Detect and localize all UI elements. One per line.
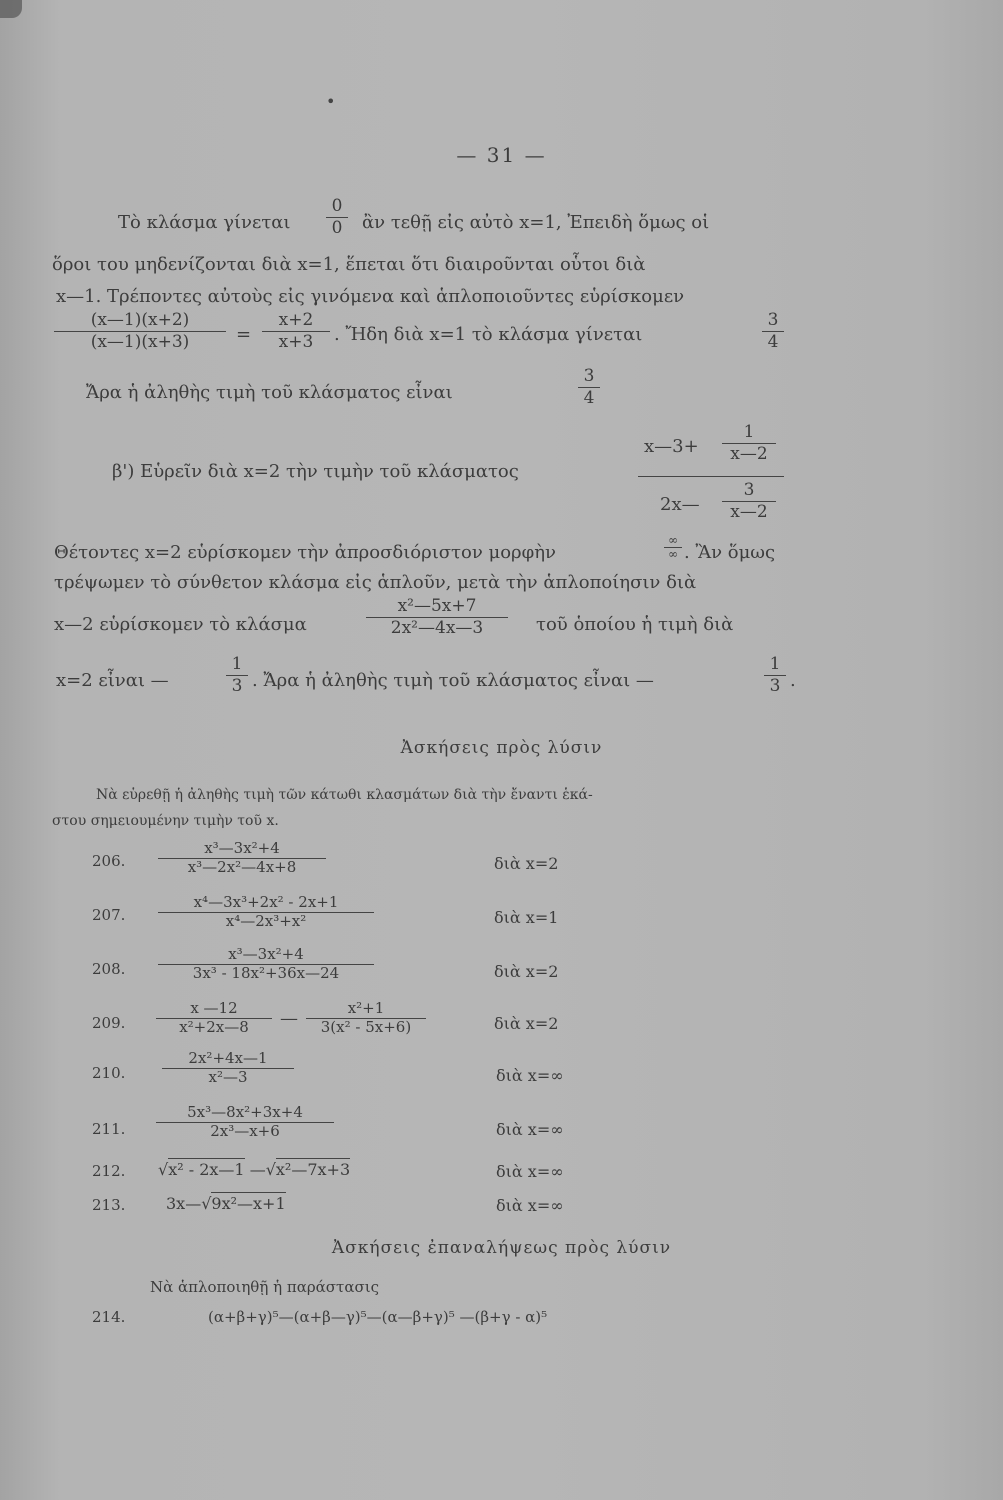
- line-5-text: Ἄρα ἡ ἀληθὴς τιμὴ τοῦ κλάσματος εἶναι: [86, 382, 453, 403]
- theta-line-continued: . Ἂν ὅμως: [684, 542, 776, 563]
- fraction-numerator: x —12: [190, 999, 238, 1017]
- fraction-denominator: x³—2x²—4x+8: [187, 858, 297, 876]
- intro-line-1: Τὸ κλάσμα γίνεται: [118, 212, 291, 233]
- sqrt-radicand: 9x²—x+1: [211, 1194, 286, 1213]
- fraction-numerator: 0: [331, 196, 343, 216]
- sqrt-sign: √: [201, 1194, 212, 1213]
- compound-bottom-fraction: [722, 480, 776, 522]
- page-corner-shadow: [0, 0, 22, 18]
- fraction-numerator: 3: [767, 310, 779, 330]
- fraction-denominator: 4: [767, 332, 779, 352]
- fraction-numerator: 1: [743, 422, 755, 442]
- exercise-211-fraction: [156, 1104, 334, 1140]
- fraction-simplified: [262, 310, 330, 352]
- fraction-denominator: 3: [769, 676, 781, 696]
- exercise-number: 214.: [92, 1308, 126, 1326]
- equals-sign: =: [236, 324, 252, 345]
- fraction-three-quarters: [762, 310, 784, 352]
- exercise-208-fraction: [158, 946, 374, 982]
- exercise-209-fraction-a: [156, 1000, 272, 1036]
- part-b-text: β') Εὑρεῖν διὰ x=2 τὴν τιμὴν τοῦ κλάσματος: [112, 461, 519, 482]
- fraction-denominator: x²—3: [208, 1068, 248, 1086]
- exercise-number: 213.: [92, 1196, 126, 1214]
- exercise-206-fraction: [158, 840, 326, 876]
- fraction-inf-over-inf: [664, 534, 682, 560]
- sqrt-radicand-b: x²—7x+3: [275, 1160, 351, 1179]
- exercise-208-value: διὰ x=2: [494, 962, 559, 981]
- fraction-denominator: 2x³—x+6: [210, 1122, 280, 1140]
- x2-line-continued: τοῦ ὁποίου ἡ τιμὴ διὰ: [536, 614, 734, 635]
- fraction-denominator: ∞: [668, 547, 678, 561]
- fraction-numerator: 3: [743, 480, 755, 500]
- exercise-number: 212.: [92, 1162, 126, 1180]
- fraction-numerator: x²+1: [347, 999, 385, 1017]
- fraction-denominator: x²+2x—8: [179, 1018, 249, 1036]
- exercise-211-value: διὰ x=∞: [496, 1120, 564, 1139]
- exercise-207-value: διὰ x=1: [494, 908, 559, 927]
- exercise-number: 207.: [92, 906, 126, 924]
- fraction-denominator: x—2: [730, 502, 768, 522]
- exercise-213-expression: [166, 1193, 286, 1215]
- exercises-instruction-1: Νὰ εὑρεθῇ ἡ ἀληθὴς τιμὴ τῶν κάτωθι κλασμάτων διὰ τὴν ἔναντι ἑκά-: [96, 787, 593, 803]
- fraction-zero-over-zero: [326, 196, 348, 238]
- fraction-numerator: x²—5x+7: [397, 596, 477, 616]
- fraction-numerator: x+2: [278, 310, 314, 330]
- fraction-numerator: x⁴—3x³+2x² - 2x+1: [193, 893, 339, 911]
- fraction-denominator: x+3: [278, 332, 314, 352]
- fraction-denominator: 0: [331, 218, 343, 238]
- exercise-209-value: διὰ x=2: [494, 1014, 559, 1033]
- review-heading: Ἀσκήσεις ἐπαναλήψεως πρὸς λύσιν: [331, 1238, 672, 1258]
- fraction-numerator: 1: [769, 654, 781, 674]
- exercise-210-fraction: [162, 1050, 294, 1086]
- compound-fraction: [636, 420, 786, 530]
- compound-top-left: x—3+: [644, 436, 699, 457]
- review-instruction: Νὰ ἁπλοποιηθῇ ἡ παράστασις: [150, 1278, 379, 1296]
- line-4-text: . Ἤδη διὰ x=1 τὸ κλάσμα γίνεται: [334, 324, 643, 345]
- exercise-207-fraction: [158, 894, 374, 930]
- compound-main-bar: [638, 476, 784, 477]
- review-expression: (α+β+γ)⁵—(α+β—γ)⁵—(α—β+γ)⁵ —(β+γ - α)⁵: [208, 1308, 548, 1326]
- compound-bottom-left: 2x—: [660, 494, 700, 515]
- fraction-numerator: ∞: [668, 533, 678, 547]
- minus-sign: —: [249, 1160, 266, 1179]
- trep-line: τρέψωμεν τὸ σύνθετον κλάσμα εἰς ἁπλοῦν, μετὰ τὴν ἁπλοποίησιν διὰ: [54, 572, 697, 593]
- expr-prefix: 3x—: [166, 1194, 202, 1213]
- stray-mark: •: [326, 92, 336, 111]
- theta-line: Θέτοντες x=2 εὑρίσκομεν τὴν ἀπροσδιόριστον μορφὴν: [54, 542, 556, 563]
- sqrt-sign: √: [265, 1160, 276, 1179]
- intro-line-2: ὅροι του μηδενίζονται διὰ x=1, ἕπεται ὅτι διαιροῦνται οὗτοι διὰ: [52, 254, 646, 275]
- exercises-instruction-2: στου σημειουμένην τιμὴν τοῦ x.: [52, 813, 279, 829]
- fraction-minus-third: [226, 654, 248, 696]
- exercise-210-value: διὰ x=∞: [496, 1066, 564, 1085]
- fraction-numerator: 1: [231, 654, 243, 674]
- exercise-209-fraction-b: [306, 1000, 426, 1036]
- fraction-denominator: (x—1)(x+3): [90, 332, 190, 352]
- sqrt-radicand-a: x² - 2x—1: [168, 1160, 245, 1179]
- fraction-result-three-quarters: [578, 366, 600, 408]
- exercise-number: 208.: [92, 960, 126, 978]
- fraction-denominator: 4: [583, 388, 595, 408]
- exercise-212-value: διὰ x=∞: [496, 1162, 564, 1181]
- x2-value-mid: . Ἄρα ἡ ἀληθὴς τιμὴ τοῦ κλάσματος εἶναι —: [252, 670, 654, 691]
- compound-top-fraction: [722, 422, 776, 464]
- fraction-denominator: 2x²—4x—3: [390, 618, 484, 638]
- fraction-denominator: x⁴—2x³+x²: [225, 912, 307, 930]
- fraction-numerator: 5x³—8x²+3x+4: [187, 1103, 303, 1121]
- fraction-numerator: 2x²+4x—1: [188, 1049, 268, 1067]
- fraction-denominator: x—2: [730, 444, 768, 464]
- fraction-numerator: x³—3x²+4: [228, 945, 304, 963]
- fraction-denominator: 3: [231, 676, 243, 696]
- page-number: — 31 —: [456, 143, 547, 167]
- fraction-simplified-b: [366, 596, 508, 638]
- fraction-denominator: 3x³ - 18x²+36x—24: [192, 964, 340, 982]
- fraction-denominator: 3(x² - 5x+6): [320, 1018, 412, 1036]
- x2-line: x—2 εὑρίσκομεν τὸ κλάσμα: [54, 614, 307, 635]
- exercise-206-value: διὰ x=2: [494, 854, 559, 873]
- exercise-212-expression: [158, 1159, 350, 1181]
- exercise-213-value: διὰ x=∞: [496, 1196, 564, 1215]
- exercise-number: 210.: [92, 1064, 126, 1082]
- x2-value-left: x=2 εἶναι —: [56, 670, 169, 691]
- fraction-numerator: (x—1)(x+2): [90, 310, 190, 330]
- fraction-numerator: x³—3x²+4: [204, 839, 280, 857]
- exercise-209-minus: —: [280, 1008, 298, 1029]
- exercise-number: 211.: [92, 1120, 126, 1138]
- period: .: [790, 670, 796, 691]
- fraction-factored: [54, 310, 226, 352]
- sqrt-sign: √: [158, 1160, 169, 1179]
- exercises-heading: Ἀσκήσεις πρὸς λύσιν: [400, 738, 603, 758]
- exercise-number: 206.: [92, 852, 126, 870]
- intro-line-3: x—1. Τρέποντες αὐτοὺς εἰς γινόμενα καὶ ἁπλοποιοῦντες εὑρίσκομεν: [56, 286, 685, 307]
- fraction-result-minus-third: [764, 654, 786, 696]
- intro-line-1-continued: ἂν τεθῇ εἰς αὐτὸ x=1, Ἐπειδὴ ὅμως οἱ: [362, 212, 710, 233]
- exercise-number: 209.: [92, 1014, 126, 1032]
- fraction-numerator: 3: [583, 366, 595, 386]
